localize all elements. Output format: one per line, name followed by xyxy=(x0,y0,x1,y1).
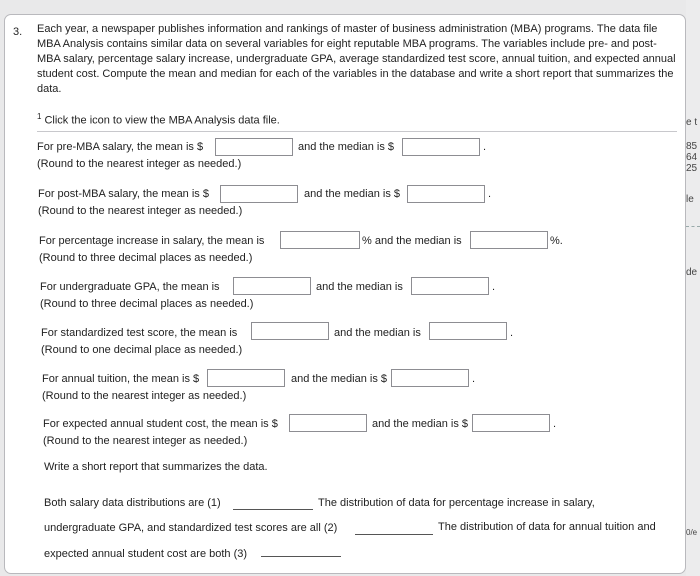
cost-mean-label: For expected annual student cost, the mean is $ xyxy=(43,418,278,430)
test-score-mean-label: For standardized test score, the mean is xyxy=(41,327,238,339)
gpa-round-note: (Round to three decimal places as needed.) xyxy=(40,298,254,310)
pct-increase-mean-input[interactable] xyxy=(280,231,360,249)
report-line2-right: The distribution of data for annual tuition and xyxy=(438,521,656,533)
divider xyxy=(37,131,677,132)
data-file-hint[interactable] xyxy=(37,112,280,127)
tuition-median-input[interactable] xyxy=(391,369,469,387)
post-mba-mean-input[interactable] xyxy=(220,185,298,203)
question-number: 3. xyxy=(13,26,23,38)
report-line2-left: undergraduate GPA, and standardized test scores are all (2) xyxy=(44,522,338,534)
gpa-mean-label: For undergraduate GPA, the mean is xyxy=(40,281,220,293)
post-mba-mean-label: For post-MBA salary, the mean is $ xyxy=(38,188,209,200)
post-mba-period: . xyxy=(488,188,492,200)
pre-mba-mean-label: For pre-MBA salary, the mean is $ xyxy=(37,141,204,153)
side-separator xyxy=(686,226,700,227)
tuition-median-label: and the median is $ xyxy=(291,373,388,385)
pre-mba-median-label: and the median is $ xyxy=(298,141,395,153)
test-score-mean-input[interactable] xyxy=(251,322,329,340)
report-line1-right: The distribution of data for percentage increase in salary, xyxy=(318,497,595,509)
pct-increase-median-input[interactable] xyxy=(470,231,548,249)
tuition-round-note: (Round to the nearest integer as needed.) xyxy=(42,390,247,402)
hint-marker: 1 xyxy=(37,112,42,121)
pre-mba-period: . xyxy=(483,141,487,153)
test-score-round-note: (Round to one decimal place as needed.) xyxy=(41,344,243,356)
side-text-7: 0/e xyxy=(686,528,698,537)
gpa-median-label: and the median is xyxy=(316,281,403,293)
data-file-link[interactable]: Click the icon to view the MBA Analysis data file. xyxy=(44,114,280,127)
side-text-3: 64 xyxy=(686,152,698,163)
report-line1-left: Both salary data distributions are (1) xyxy=(44,497,221,509)
side-text-5: le xyxy=(686,194,694,205)
tuition-mean-input[interactable] xyxy=(207,369,285,387)
side-text-2: 85 xyxy=(686,141,698,152)
pct-increase-mean-label: For percentage increase in salary, the mean is xyxy=(39,235,265,247)
side-text-1: e t xyxy=(686,117,698,128)
report-blank-2[interactable] xyxy=(355,525,433,535)
test-score-median-input[interactable] xyxy=(429,322,507,340)
gpa-period: . xyxy=(492,281,496,293)
question-card xyxy=(4,14,686,574)
pre-mba-round-note: (Round to the nearest integer as needed.) xyxy=(37,158,242,170)
test-score-period: . xyxy=(510,327,514,339)
gpa-median-input[interactable] xyxy=(411,277,489,295)
post-mba-round-note: (Round to the nearest integer as needed.) xyxy=(38,205,243,217)
post-mba-median-input[interactable] xyxy=(407,185,485,203)
post-mba-median-label: and the median is $ xyxy=(304,188,401,200)
tuition-period: . xyxy=(472,373,476,385)
cost-median-label: and the median is $ xyxy=(372,418,469,430)
tuition-mean-label: For annual tuition, the mean is $ xyxy=(42,373,200,385)
report-prompt: Write a short report that summarizes the data. xyxy=(44,461,268,473)
cost-round-note: (Round to the nearest integer as needed.) xyxy=(43,435,248,447)
question-text: Each year, a newspaper publishes information and rankings of master of business administration (MBA) programs. The data file MBA Analysis contains similar data on several variables for eight reputable MBA programs. The variables include pre- and post-MBA salary, percentage salary increase, undergraduate GPA, average standardized test score, annual tuition, and expected annual student cost. Compute the mean and median for each of the variables in the database and write a short report that summarizes the data. xyxy=(37,23,676,95)
report-line3-left: expected annual student cost are both (3) xyxy=(44,548,248,560)
cost-mean-input[interactable] xyxy=(289,414,367,432)
cost-median-input[interactable] xyxy=(472,414,550,432)
gpa-mean-input[interactable] xyxy=(233,277,311,295)
side-text-6: de xyxy=(686,267,698,278)
test-score-median-label: and the median is xyxy=(334,327,421,339)
pct-increase-round-note: (Round to three decimal places as needed.) xyxy=(39,252,253,264)
pct-increase-period: %. xyxy=(550,235,563,247)
report-blank-1[interactable] xyxy=(233,500,313,510)
pre-mba-median-input[interactable] xyxy=(402,138,480,156)
cost-period: . xyxy=(553,418,557,430)
pre-mba-mean-input[interactable] xyxy=(215,138,293,156)
pct-increase-median-label: % and the median is xyxy=(362,235,462,247)
report-blank-3[interactable] xyxy=(261,547,341,557)
side-text-4: 25 xyxy=(686,163,698,174)
side-panel-edge xyxy=(686,0,700,576)
